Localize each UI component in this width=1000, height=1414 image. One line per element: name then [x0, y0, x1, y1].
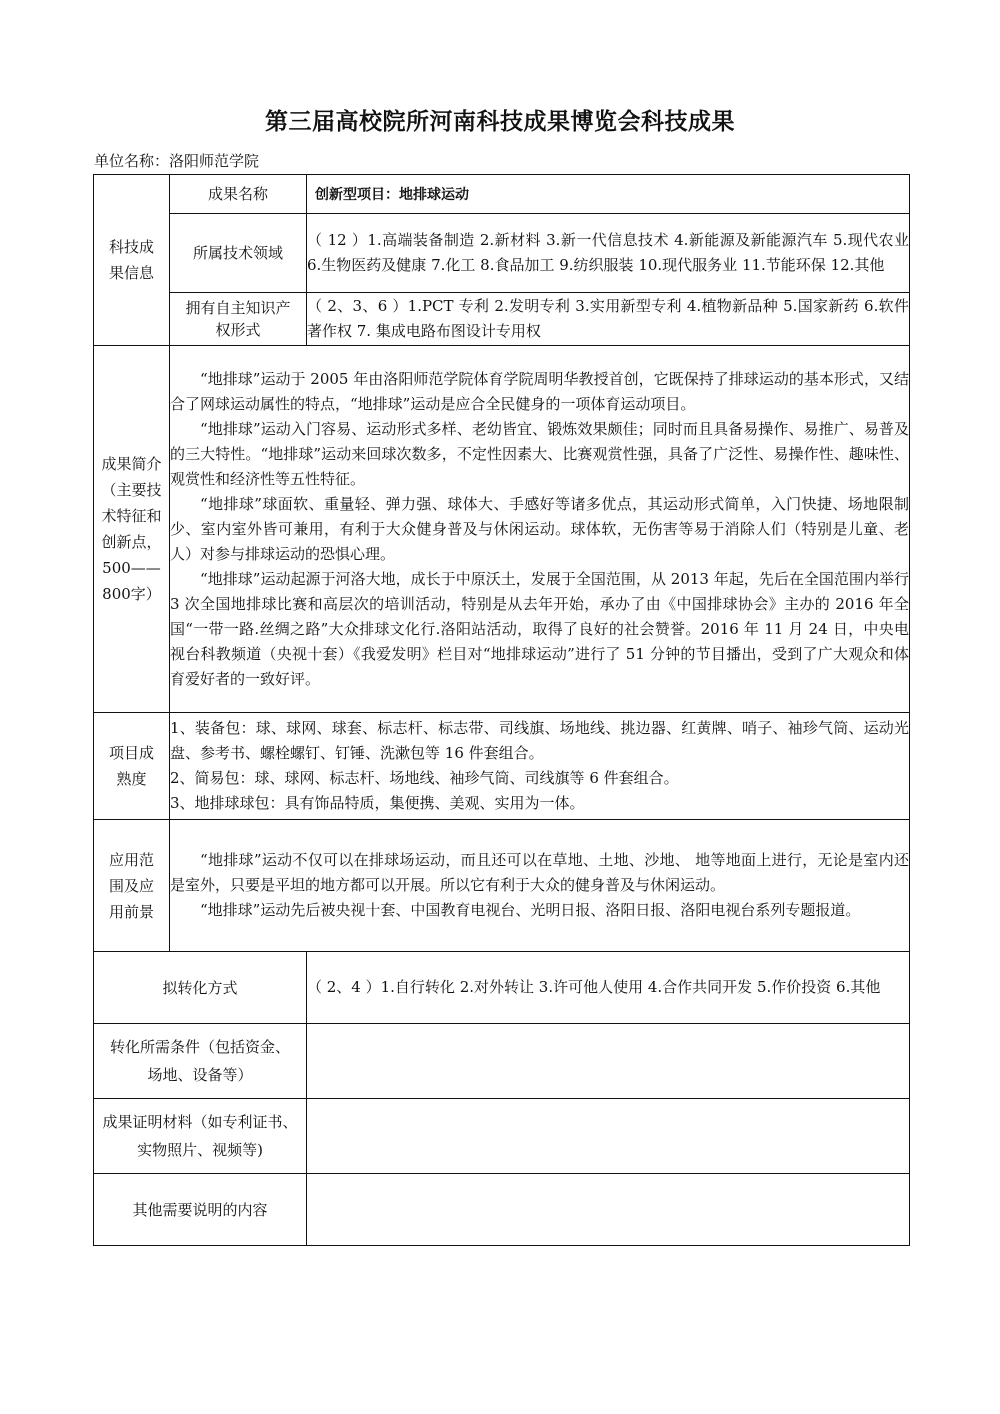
summary-paragraph: “地排球”运动于 2005 年由洛阳师范学院体育学院周明华教授首创，它既保持了排球运动的基本形式，又结合了网球运动属性的特点，“地排球”运动是应合全民健身的一项体育运动项目。	[170, 369, 909, 413]
tech-field-value: （ 12 ）1.高端装备制造 2.新材料 3.新一代信息技术 4.新能源及新能源汽车 5.现代农业 6.生物医药及健康 7.化工 8.食品加工 9.纺织服装 10.现代服务业 11.节能环保 12.其他	[307, 214, 910, 293]
application-label: 应用范围及应用前景	[94, 820, 170, 952]
maturity-content	[170, 713, 910, 820]
page-title: 第三届高校院所河南科技成果博览会科技成果	[265, 109, 735, 135]
maturity-line: 3、地排球球包：具有饰品特质，集便携、美观、实用为一体。	[170, 794, 585, 812]
info-section-label: 科技成果信息	[94, 175, 170, 346]
achievement-form	[93, 174, 910, 1246]
summary-paragraph: “地排球”球面软、重量轻、弹力强、球体大、手感好等诸多优点，其运动形式简单，入门快捷、场地限制少、室内室外皆可兼用，有利于大众健身普及与休闲运动。球体软，无伤害等易于消除人们（特别是儿童、老人）对参与排球运动的恐惧心理。	[170, 494, 909, 563]
other-value	[307, 1174, 910, 1246]
maturity-line: 1、装备包：球、球网、球套、标志杆、标志带、司线旗、场地线、挑边器、红黄牌、哨子、袖珍气筒、运动光盘、参考书、螺栓螺钉、钉锤、洗漱包等 16 件套组合。	[170, 719, 909, 762]
summary-content	[170, 346, 910, 713]
maturity-line: 2、简易包：球、球网、标志杆、场地线、袖珍气筒、司线旗等 6 件套组合。	[170, 769, 679, 787]
proof-value	[307, 1099, 910, 1174]
ip-form-value: （ 2、3、6 ）1.PCT 专利 2.发明专利 3.实用新型专利 4.植物新品种 5.国家新药 6.软件著作权 7. 集成电路布图设计专用权	[307, 293, 910, 346]
summary-paragraph: “地排球”运动入门容易、运动形式多样、老幼皆宜、锻炼效果颇佳；同时而且具备易操作、易推广、易普及的三大特性。“地排球”运动来回球次数多，不定性因素大、比赛观赏性强，具备了广泛性、易操作性、趣味性、观赏性和经济性等五性特征。	[170, 419, 909, 488]
ip-form-label: 拥有自主知识产权形式	[170, 293, 307, 346]
summary-paragraph: “地排球”运动起源于河洛大地，成长于中原沃土，发展于全国范围，从 2013 年起，先后在全国范围内举行 3 次全国地排球比赛和高层次的培训活动，特别是从去年开始，承办了由《中国排球协会》主办的 2016 年全国“一带一路.丝绸之路”大众排球文化行.洛阳站活动，取得了良好的社会赞誉。2016 年 11 月 24 日，中央电视台科教频道（央视十套）《我爱发明》栏目对“地排球运动”进行了 51 分钟的节目播出，受到了广大观众和体育爱好者的一致好评。	[170, 569, 909, 688]
application-paragraph: “地排球”运动不仅可以在排球场运动，而且还可以在草地、土地、沙地、 地等地面上进行，无论是室内还是室外，只要是平坦的地方都可以开展。所以它有利于大众的健身普及与休闲运动。	[170, 851, 909, 894]
tech-field-label: 所属技术领域	[170, 214, 307, 293]
conditions-value	[307, 1024, 910, 1099]
summary-label: 成果简介（主要技术特征和创新点，500——800字）	[94, 346, 170, 713]
achievement-name-value: 创新型项目：地排球运动	[307, 175, 910, 214]
conditions-label: 转化所需条件（包括资金、场地、设备等）	[94, 1024, 307, 1099]
application-content	[170, 820, 910, 952]
transfer-label: 拟转化方式	[94, 952, 307, 1024]
achievement-name-label: 成果名称	[170, 175, 307, 214]
maturity-label: 项目成熟度	[94, 713, 170, 820]
other-label: 其他需要说明的内容	[94, 1174, 307, 1246]
transfer-value: （ 2、4 ）1.自行转化 2.对外转让 3.许可他人使用 4.合作共同开发 5.作价投资 6.其他	[307, 952, 910, 1024]
unit-name: 单位名称：洛阳师范学院	[94, 152, 260, 170]
proof-label: 成果证明材料（如专利证书、实物照片、视频等)	[94, 1099, 307, 1174]
application-paragraph: “地排球”运动先后被央视十套、中国教育电视台、光明日报、洛阳日报、洛阳电视台系列专题报道。	[200, 901, 861, 919]
